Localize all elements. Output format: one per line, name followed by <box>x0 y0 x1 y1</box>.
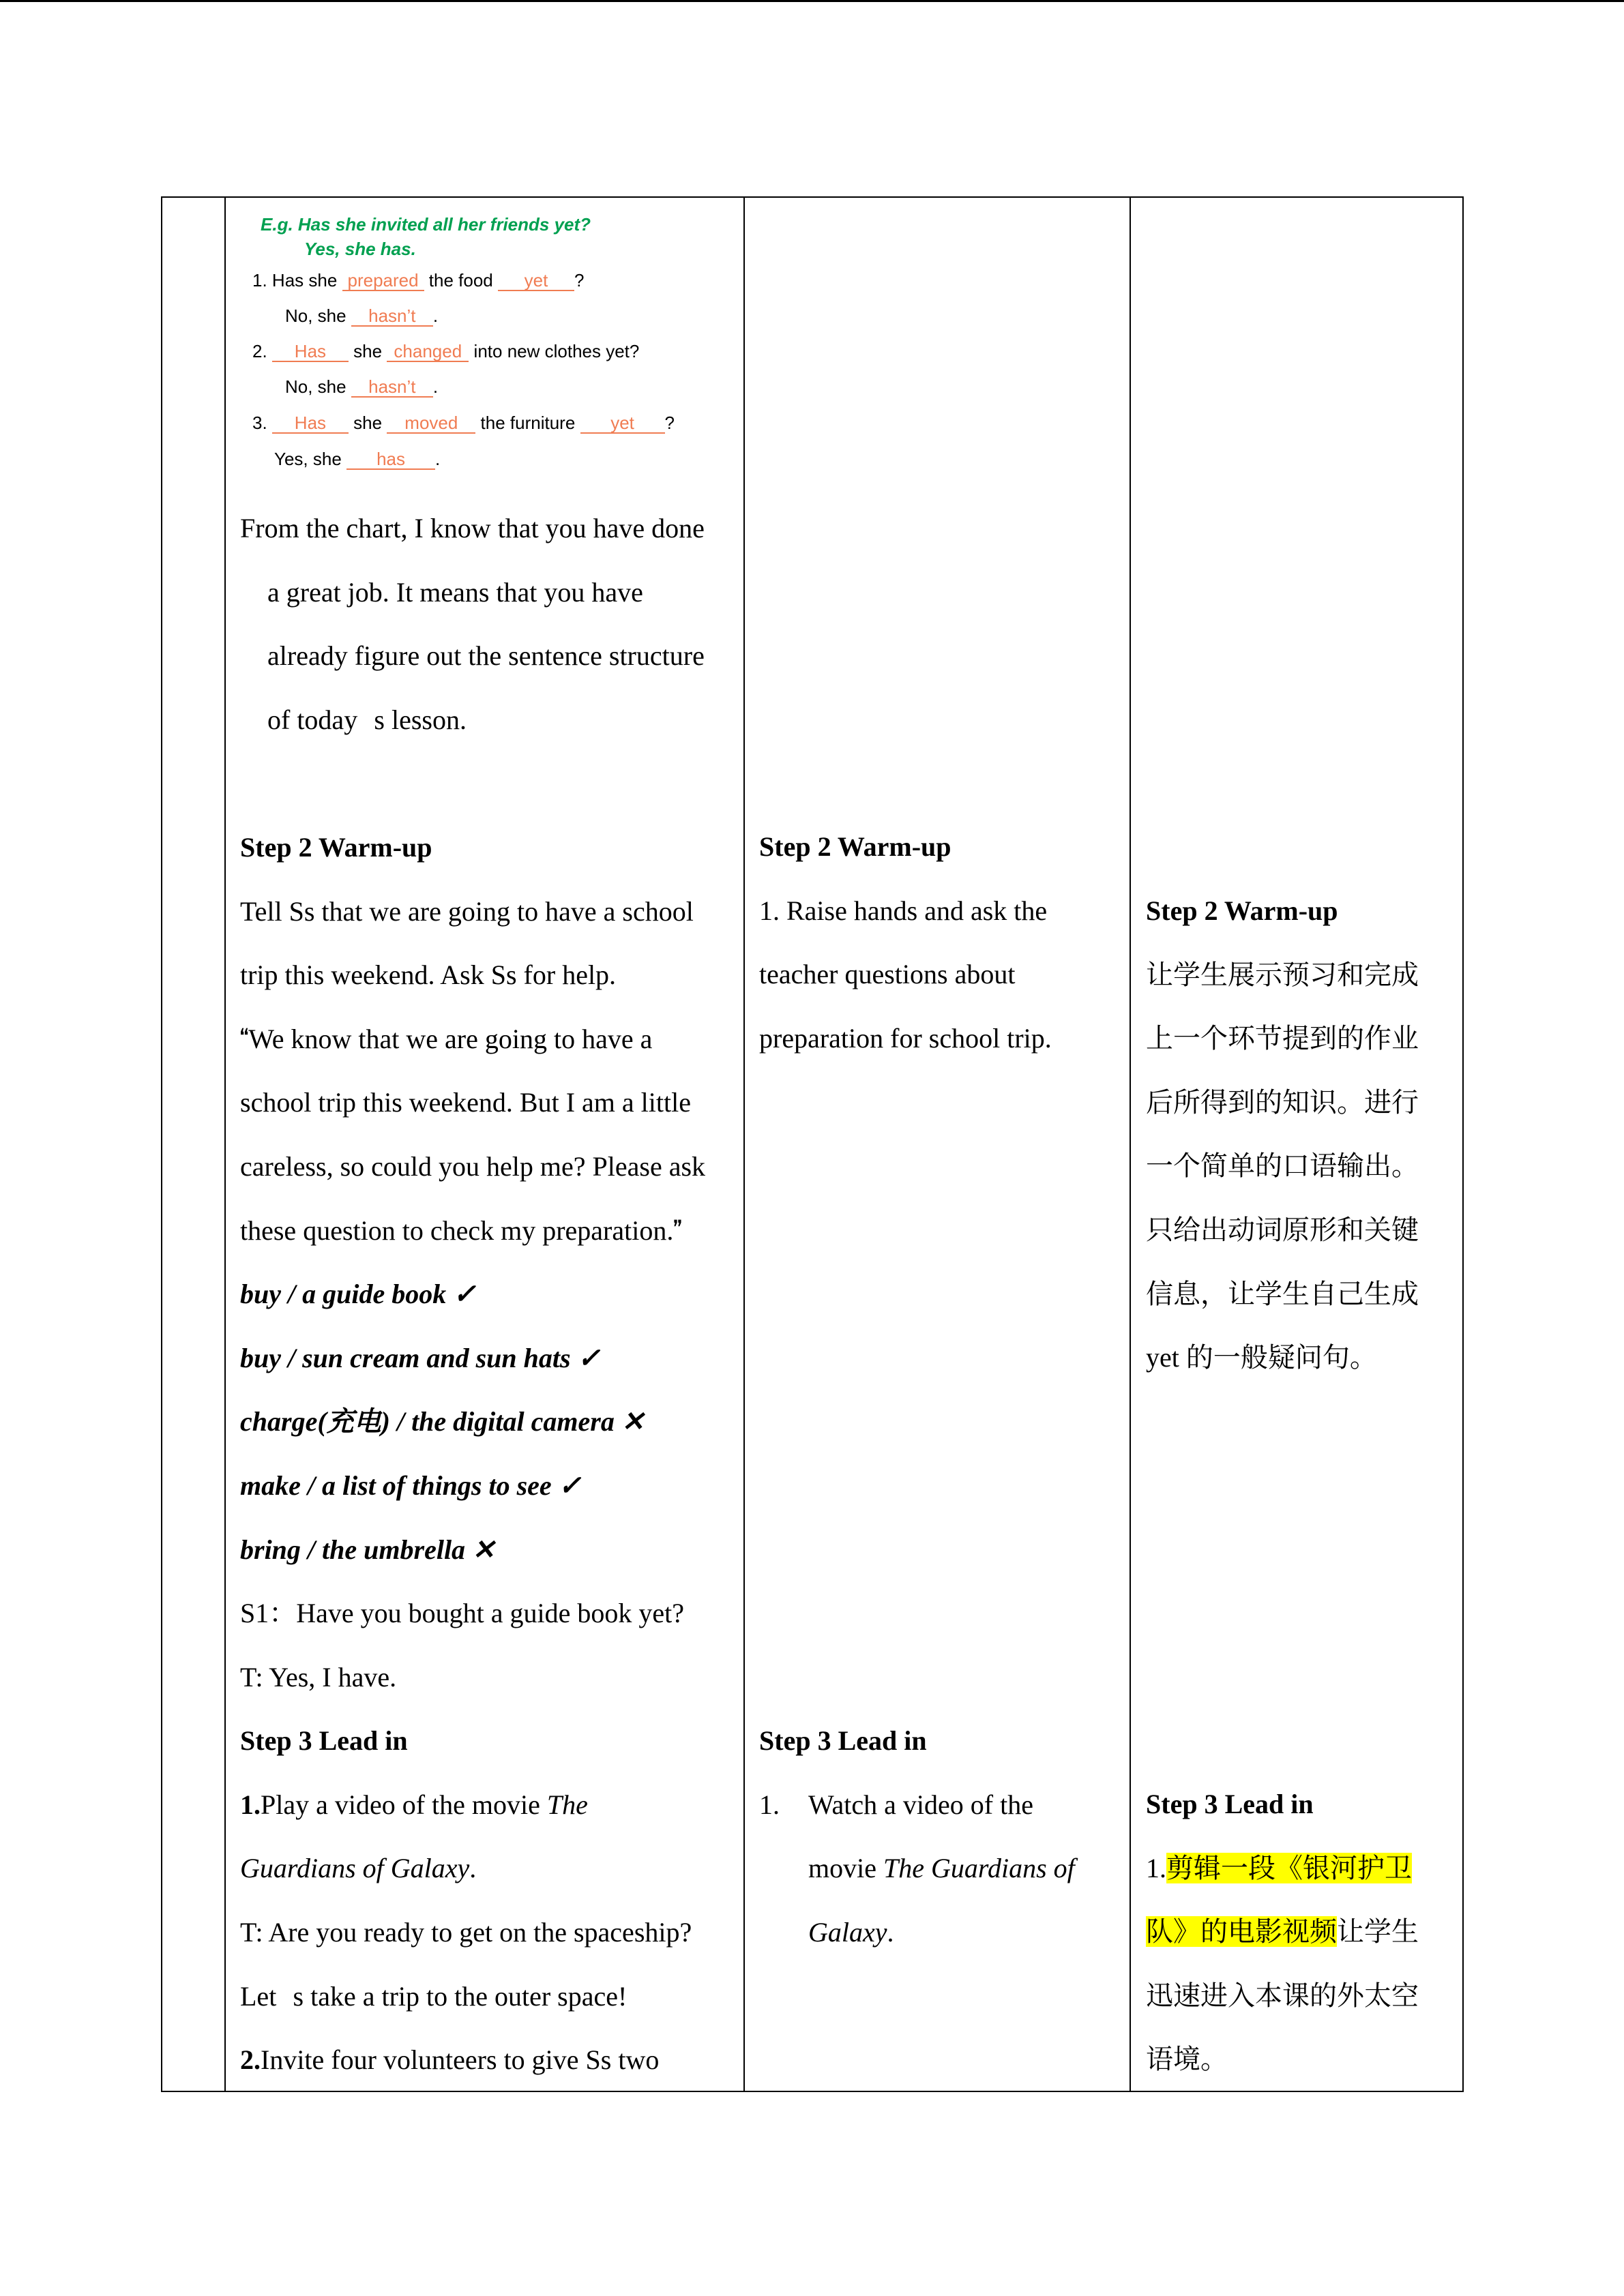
step3-line-1: 1. Watch a video of the <box>759 1789 1033 1820</box>
table-divider-2 <box>743 196 745 2092</box>
step2-title: Step 2 Warm-up <box>1146 895 1338 926</box>
intent-line-2: 上一个环节提到的作业 <box>1146 1023 1419 1054</box>
step3-line-2: movie The Guardians of <box>808 1853 1075 1884</box>
answer-blank: changed <box>387 342 469 362</box>
step3-line-2: Guardians of Galaxy. <box>240 1853 477 1884</box>
answer-blank: has <box>346 449 435 470</box>
summary-line-2: a great job. It means that you have <box>267 576 643 608</box>
step2-line-3: We know that we are going to have a <box>240 1023 653 1054</box>
student-step3 <box>759 1709 1124 1964</box>
summary-line-3: already figure out the sentence structure <box>267 640 705 672</box>
teacher-activity-column <box>240 496 737 2092</box>
step3-line-4: Lets take a trip to the outer space! <box>240 1980 628 2012</box>
answer-1: No, she hasn’t . <box>285 305 439 326</box>
question-3: 3. Has she moved the furniture yet ? <box>252 413 675 433</box>
step2-title: Step 2 Warm-up <box>240 831 432 863</box>
answer-3: Yes, she has . <box>274 449 441 469</box>
worksheet-exercise <box>232 211 737 481</box>
answer-blank: moved <box>387 413 475 434</box>
summary-line-4: of todays lesson. <box>267 704 467 735</box>
step3-line-3: T: Are you ready to get on the spaceship? <box>240 1917 692 1948</box>
intent-line-6: 信息，让学生自己生成 <box>1146 1278 1419 1309</box>
step2-line-2: trip this weekend. Ask Ss for help. <box>240 959 617 991</box>
dialogue-s1: S1：Have you bought a guide book yet? <box>240 1598 684 1629</box>
checklist-item-3: charge(充电) / the digital camera ✕ <box>240 1406 645 1437</box>
intent-line-4: 一个简单的口语输出。 <box>1146 1150 1419 1182</box>
dialogue-t: T: Yes, I have. <box>240 1661 397 1693</box>
intent-line-3: 后所得到的知识。进行 <box>1146 1086 1419 1118</box>
question-2: 2. Has she changed into new clothes yet? <box>252 341 640 361</box>
intent-step3-line-1: 1.剪辑一段《银河护卫 <box>1146 1852 1412 1883</box>
answer-blank: Has <box>272 342 349 362</box>
step3-line-3: Galaxy. <box>808 1916 894 1948</box>
step3-line-5: 2.Invite four volunteers to give Ss two <box>240 2044 660 2076</box>
step2-line-6: these question to check my preparation. <box>240 1214 682 1246</box>
answer-blank: yet <box>580 413 665 434</box>
spacer <box>240 751 737 816</box>
table-divider-1 <box>224 196 226 2092</box>
step2-line-3: preparation for school trip. <box>759 1022 1052 1054</box>
question-1: 1. Has she prepared the food yet ? <box>252 270 585 290</box>
highlighted-text: 队》的电影视频 <box>1146 1916 1337 1948</box>
answer-blank: prepared <box>342 271 424 291</box>
step3-title: Step 3 Lead in <box>240 1725 408 1757</box>
checklist-item-5: bring / the umbrella ✕ <box>240 1534 495 1565</box>
step2-line-1: 1. Raise hands and ask the <box>759 895 1048 926</box>
student-activity-column <box>759 815 1124 1070</box>
intent-step3-line-4: 语境。 <box>1146 2044 1228 2075</box>
step2-title: Step 2 Warm-up <box>759 831 951 862</box>
step3-line-1: 1.Play a video of the movie The <box>240 1789 588 1820</box>
answer-blank: yet <box>498 271 574 291</box>
checklist-item-1: buy / a guide book ✓ <box>240 1279 476 1310</box>
answer-blank: hasn’t <box>351 377 433 398</box>
intent-step3-line-3: 迅速进入本课的外太空 <box>1146 1980 1419 2011</box>
intent-line-1: 让学生展示预习和完成 <box>1146 959 1419 990</box>
intent-step3-line-2: 队》的电影视频让学生 <box>1146 1916 1419 1948</box>
checklist-item-2: buy / sun cream and sun hats ✓ <box>240 1342 601 1373</box>
checklist-item-4: make / a list of things to see ✓ <box>240 1470 582 1501</box>
step2-line-4: school trip this weekend. But I am a little <box>240 1087 691 1118</box>
answer-blank: Has <box>272 413 349 434</box>
summary-line-1: From the chart, I know that you have done <box>240 513 705 543</box>
design-intent-step3 <box>1146 1772 1453 2091</box>
step2-line-5: careless, so could you help me? Please ask <box>240 1150 706 1182</box>
step3-title: Step 3 Lead in <box>759 1725 927 1756</box>
intent-line-7: yet 的一般疑问句。 <box>1146 1342 1377 1373</box>
intent-line-5: 只给出动词原形和关键 <box>1146 1214 1419 1245</box>
step3-title: Step 3 Lead in <box>1146 1789 1314 1819</box>
answer-2: No, she hasn’t . <box>285 376 439 397</box>
step2-line-1: Tell Ss that we are going to have a school <box>240 895 694 927</box>
page-top-border <box>0 0 1624 2</box>
highlighted-text: 剪辑一段《银河护卫 <box>1166 1852 1412 1883</box>
example-question: E.g. Has she invited all her friends yet? <box>261 214 591 235</box>
answer-blank: hasn’t <box>351 306 433 327</box>
step2-line-2: teacher questions about <box>759 959 1016 990</box>
design-intent-column <box>1146 879 1453 1390</box>
table-divider-3 <box>1130 196 1131 2092</box>
example-answer: Yes, she has. <box>304 239 416 259</box>
